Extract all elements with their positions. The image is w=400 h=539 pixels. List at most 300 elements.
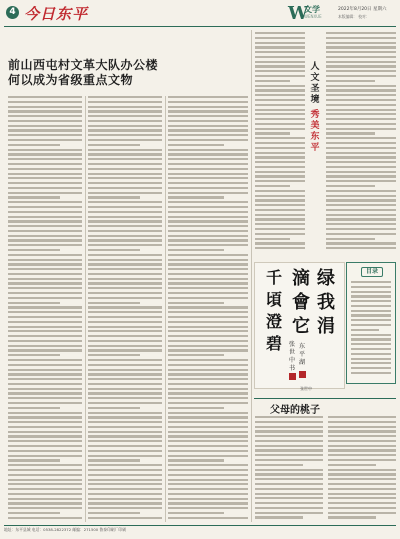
text-line: [8, 369, 82, 371]
text-line: [8, 125, 82, 127]
paper-logo: 今日东平: [24, 5, 89, 23]
text-line: [326, 56, 396, 58]
calligraphy-inscription: 东平湖: [299, 343, 306, 366]
text-line: [255, 195, 305, 197]
text-line: [168, 349, 248, 351]
text-line: [8, 106, 82, 108]
text-line: [326, 214, 396, 216]
text-line: [255, 478, 323, 480]
text-line: [351, 353, 391, 355]
text-line: [8, 517, 82, 519]
text-line: [8, 383, 82, 385]
text-line: [8, 120, 82, 122]
text-line: [88, 110, 162, 112]
text-line: [326, 228, 396, 230]
text-line: [8, 149, 82, 151]
text-line: [255, 483, 323, 485]
text-line: [351, 295, 391, 297]
text-line: [168, 173, 248, 175]
text-line: [168, 502, 248, 504]
text-line: [255, 469, 323, 471]
text-line: [8, 392, 82, 394]
text-line: [88, 216, 162, 218]
text-line: [326, 204, 396, 206]
text-line: [8, 445, 82, 447]
section-sub: WENXUE: [304, 14, 322, 19]
text-line: [255, 142, 305, 144]
text-line: [8, 211, 82, 213]
text-line: [88, 469, 162, 471]
text-line: [328, 464, 376, 466]
article-body-col-1: [8, 96, 82, 524]
text-line: [255, 132, 290, 134]
text-line: [88, 235, 162, 237]
text-line: [88, 120, 162, 122]
text-line: [328, 459, 396, 461]
text-line: [168, 335, 248, 337]
text-line: [8, 474, 82, 476]
text-line: [326, 218, 396, 220]
text-line: [88, 177, 162, 179]
text-line: [168, 321, 248, 323]
date-line: 2022年8月20日 星期六: [338, 7, 387, 12]
text-line: [168, 340, 248, 342]
seal-stamp: [289, 373, 296, 380]
text-line: [255, 37, 305, 39]
text-line: [168, 216, 248, 218]
text-line: [255, 493, 323, 495]
text-line: [88, 278, 162, 280]
text-line: [168, 263, 248, 265]
text-line: [8, 249, 60, 251]
text-line: [88, 512, 140, 514]
text-line: [8, 115, 82, 117]
text-line: [326, 233, 396, 235]
text-line: [255, 65, 305, 67]
text-line: [255, 223, 305, 225]
text-line: [8, 397, 82, 399]
text-line: [328, 469, 396, 471]
text-line: [255, 204, 305, 206]
text-line: [8, 306, 82, 308]
text-line: [88, 450, 162, 452]
text-line: [168, 254, 248, 256]
text-line: [88, 345, 162, 347]
text-line: [255, 156, 305, 158]
text-line: [8, 440, 82, 442]
text-line: [88, 182, 162, 184]
text-line: [8, 416, 82, 418]
text-line: [326, 142, 396, 144]
text-line: [255, 109, 305, 111]
text-line: [326, 61, 396, 63]
text-line: [326, 199, 396, 201]
text-line: [8, 330, 82, 332]
text-line: [326, 65, 396, 67]
text-line: [88, 412, 162, 414]
text-line: [88, 115, 162, 117]
text-line: [88, 244, 162, 246]
text-line: [8, 129, 82, 131]
text-line: [351, 367, 391, 369]
footer-text: 地址：东平县城 电话：0538-2822372 邮编：271500 鲁泰印刷厂印刷: [4, 527, 126, 532]
text-line: [351, 291, 391, 293]
text-line: [8, 201, 82, 203]
column-divider: [251, 30, 252, 522]
text-line: [8, 402, 82, 404]
text-line: [168, 498, 248, 500]
text-line: [255, 85, 305, 87]
text-line: [351, 300, 391, 302]
text-line: [168, 220, 248, 222]
text-line: [88, 416, 162, 418]
text-line: [88, 96, 162, 98]
text-line: [8, 182, 82, 184]
text-line: [255, 171, 305, 173]
text-line: [351, 362, 391, 364]
text-line: [168, 464, 248, 466]
text-line: [326, 171, 396, 173]
text-line: [255, 209, 305, 211]
text-line: [88, 388, 162, 390]
text-line: [88, 206, 162, 208]
calligraphy-column-1: 绿我涓: [317, 268, 335, 337]
text-line: [326, 89, 396, 91]
text-line: [88, 163, 162, 165]
text-line: [88, 153, 162, 155]
text-line: [8, 268, 82, 270]
text-line: [255, 454, 323, 456]
text-line: [8, 101, 82, 103]
text-line: [168, 134, 248, 136]
text-line: [8, 302, 60, 304]
text-line: [326, 80, 375, 82]
text-line: [351, 319, 391, 321]
text-line: [168, 149, 248, 151]
text-line: [168, 345, 248, 347]
text-line: [8, 273, 82, 275]
text-line: [351, 358, 391, 360]
text-line: [168, 407, 224, 409]
text-line: [168, 440, 248, 442]
text-line: [255, 435, 323, 437]
text-line: [255, 70, 305, 72]
text-line: [8, 354, 60, 356]
text-line: [168, 168, 248, 170]
text-line: [168, 421, 248, 423]
text-line: [255, 94, 305, 96]
text-line: [255, 61, 305, 63]
text-line: [88, 220, 162, 222]
text-line: [326, 152, 396, 154]
text-line: [8, 335, 82, 337]
text-line: [351, 281, 391, 283]
text-line: [168, 287, 248, 289]
text-line: [168, 316, 248, 318]
text-line: [88, 440, 162, 442]
text-line: [8, 139, 82, 141]
text-line: [351, 338, 391, 340]
text-line: [168, 378, 248, 380]
text-line: [168, 392, 248, 394]
text-line: [255, 233, 305, 235]
text-line: [255, 190, 305, 192]
text-line: [8, 187, 82, 189]
text-line: [8, 282, 82, 284]
text-line: [255, 426, 323, 428]
text-line: [8, 507, 82, 509]
text-line: [168, 278, 248, 280]
text-line: [88, 507, 162, 509]
text-line: [8, 340, 82, 342]
text-line: [328, 421, 396, 423]
text-line: [168, 388, 248, 390]
text-line: [168, 474, 248, 476]
text-line: [8, 144, 60, 146]
text-line: [168, 369, 248, 371]
text-line: [88, 125, 162, 127]
text-line: [88, 101, 162, 103]
text-line: [326, 75, 396, 77]
text-line: [168, 445, 248, 447]
text-line: [255, 46, 305, 48]
text-line: [168, 354, 224, 356]
text-line: [8, 153, 82, 155]
text-line: [168, 187, 248, 189]
text-line: [8, 230, 82, 232]
text-line: [8, 235, 82, 237]
text-line: [255, 449, 323, 451]
text-line: [168, 431, 248, 433]
text-line: [88, 421, 162, 423]
text-line: [168, 459, 224, 461]
text-line: [168, 192, 248, 194]
text-line: [8, 498, 82, 500]
text-line: [88, 139, 162, 141]
article-body-col-2: [88, 96, 162, 524]
text-line: [255, 118, 305, 120]
text-line: [88, 187, 162, 189]
text-line: [351, 305, 391, 307]
text-line: [8, 493, 82, 495]
essay-body-col-1: [255, 416, 323, 522]
text-line: [255, 218, 305, 220]
text-line: [8, 502, 82, 504]
section-mark: W: [288, 3, 309, 24]
text-line: [168, 426, 248, 428]
text-line: [8, 173, 82, 175]
section-name: 文学: [304, 5, 320, 14]
text-line: [326, 109, 396, 111]
text-line: [8, 110, 82, 112]
calligraphy-signature: 张世中书: [289, 341, 296, 372]
text-line: [8, 225, 82, 227]
text-line: [255, 512, 323, 514]
text-line: [8, 206, 82, 208]
text-line: [88, 397, 162, 399]
text-line: [8, 158, 82, 160]
text-line: [168, 273, 248, 275]
text-line: [328, 430, 396, 432]
text-line: [255, 416, 323, 418]
text-line: [255, 104, 305, 106]
text-line: [8, 259, 82, 261]
text-line: [8, 326, 82, 328]
text-line: [88, 129, 162, 131]
text-line: [8, 321, 82, 323]
text-line: [88, 287, 162, 289]
text-line: [8, 177, 82, 179]
text-line: [8, 349, 82, 351]
text-line: [255, 180, 305, 182]
text-line: [168, 479, 248, 481]
text-line: [88, 517, 162, 519]
text-line: [326, 32, 396, 34]
text-line: [255, 51, 305, 53]
text-line: [168, 469, 248, 471]
text-line: [88, 144, 140, 146]
seal-stamp: [299, 371, 306, 378]
text-line: [168, 359, 248, 361]
text-line: [88, 321, 162, 323]
text-line: [8, 364, 82, 366]
text-line: [88, 335, 162, 337]
text-line: [168, 282, 248, 284]
text-line: [88, 364, 162, 366]
text-line: [88, 273, 162, 275]
text-line: [328, 502, 396, 504]
text-line: [255, 430, 323, 432]
text-line: [88, 311, 162, 313]
text-line: [168, 125, 248, 127]
text-line: [351, 334, 391, 336]
text-line: [328, 473, 396, 475]
column-author: 秀美东平: [310, 110, 320, 153]
text-line: [88, 426, 162, 428]
text-line: [255, 75, 305, 77]
text-line: [255, 89, 305, 91]
text-line: [326, 247, 396, 249]
column-text-left: [255, 32, 305, 256]
text-line: [255, 516, 303, 518]
text-line: [326, 137, 396, 139]
text-line: [328, 435, 396, 437]
text-line: [255, 497, 323, 499]
text-line: [8, 479, 82, 481]
text-line: [8, 196, 60, 198]
text-line: [8, 359, 82, 361]
text-line: [168, 364, 248, 366]
text-line: [8, 311, 82, 313]
text-line: [255, 185, 290, 187]
text-line: [326, 223, 396, 225]
text-line: [326, 128, 396, 130]
text-line: [8, 373, 82, 375]
text-line: [168, 211, 248, 213]
text-line: [88, 292, 162, 294]
text-line: [8, 469, 82, 471]
text-line: [88, 435, 162, 437]
text-line: [8, 388, 82, 390]
text-line: [168, 158, 248, 160]
text-line: [8, 407, 60, 409]
text-line: [168, 402, 248, 404]
text-line: [88, 239, 162, 241]
text-line: [326, 123, 396, 125]
text-line: [88, 268, 162, 270]
text-line: [168, 163, 248, 165]
text-line: [168, 450, 248, 452]
text-line: [255, 166, 305, 168]
headline-line-2: 何以成为省级重点文物: [8, 73, 134, 87]
text-line: [351, 314, 391, 316]
text-line: [8, 412, 82, 414]
text-line: [8, 134, 82, 136]
text-line: [8, 431, 82, 433]
text-line: [88, 282, 162, 284]
text-line: [88, 306, 162, 308]
text-line: [168, 483, 248, 485]
calligraphy-artwork: [254, 262, 345, 389]
text-line: [8, 287, 82, 289]
text-line: [168, 196, 224, 198]
calligraphy-column-3: 千頃澄碧: [265, 268, 282, 353]
text-line: [255, 464, 303, 466]
text-line: [326, 180, 396, 182]
text-line: [255, 199, 305, 201]
text-line: [326, 113, 396, 115]
text-line: [326, 42, 396, 44]
text-line: [351, 372, 391, 374]
headline-line-1: 前山西屯村文革大队办公楼: [8, 58, 159, 72]
text-line: [255, 113, 305, 115]
calligraphy-credit: 张世中: [300, 386, 312, 391]
text-line: [255, 421, 323, 423]
text-line: [326, 209, 396, 211]
text-line: [168, 139, 248, 141]
text-line: [88, 196, 140, 198]
article-headline: [8, 58, 248, 88]
text-line: [8, 426, 82, 428]
text-line: [88, 297, 162, 299]
text-line: [168, 488, 248, 490]
text-line: [8, 216, 82, 218]
text-line: [255, 123, 305, 125]
text-line: [255, 238, 290, 240]
text-line: [351, 310, 391, 312]
text-line: [255, 42, 305, 44]
text-line: [168, 512, 224, 514]
text-line: [168, 101, 248, 103]
text-line: [88, 173, 162, 175]
text-line: [8, 378, 82, 380]
text-line: [168, 201, 248, 203]
text-line: [168, 110, 248, 112]
text-line: [168, 235, 248, 237]
text-line: [8, 254, 82, 256]
text-line: [326, 238, 375, 240]
text-line: [88, 498, 162, 500]
text-line: [88, 359, 162, 361]
text-line: [168, 383, 248, 385]
text-line: [326, 175, 396, 177]
text-line: [88, 134, 162, 136]
text-line: [168, 311, 248, 313]
text-line: [326, 104, 396, 106]
text-line: [88, 378, 162, 380]
text-line: [168, 306, 248, 308]
text-line: [255, 56, 305, 58]
